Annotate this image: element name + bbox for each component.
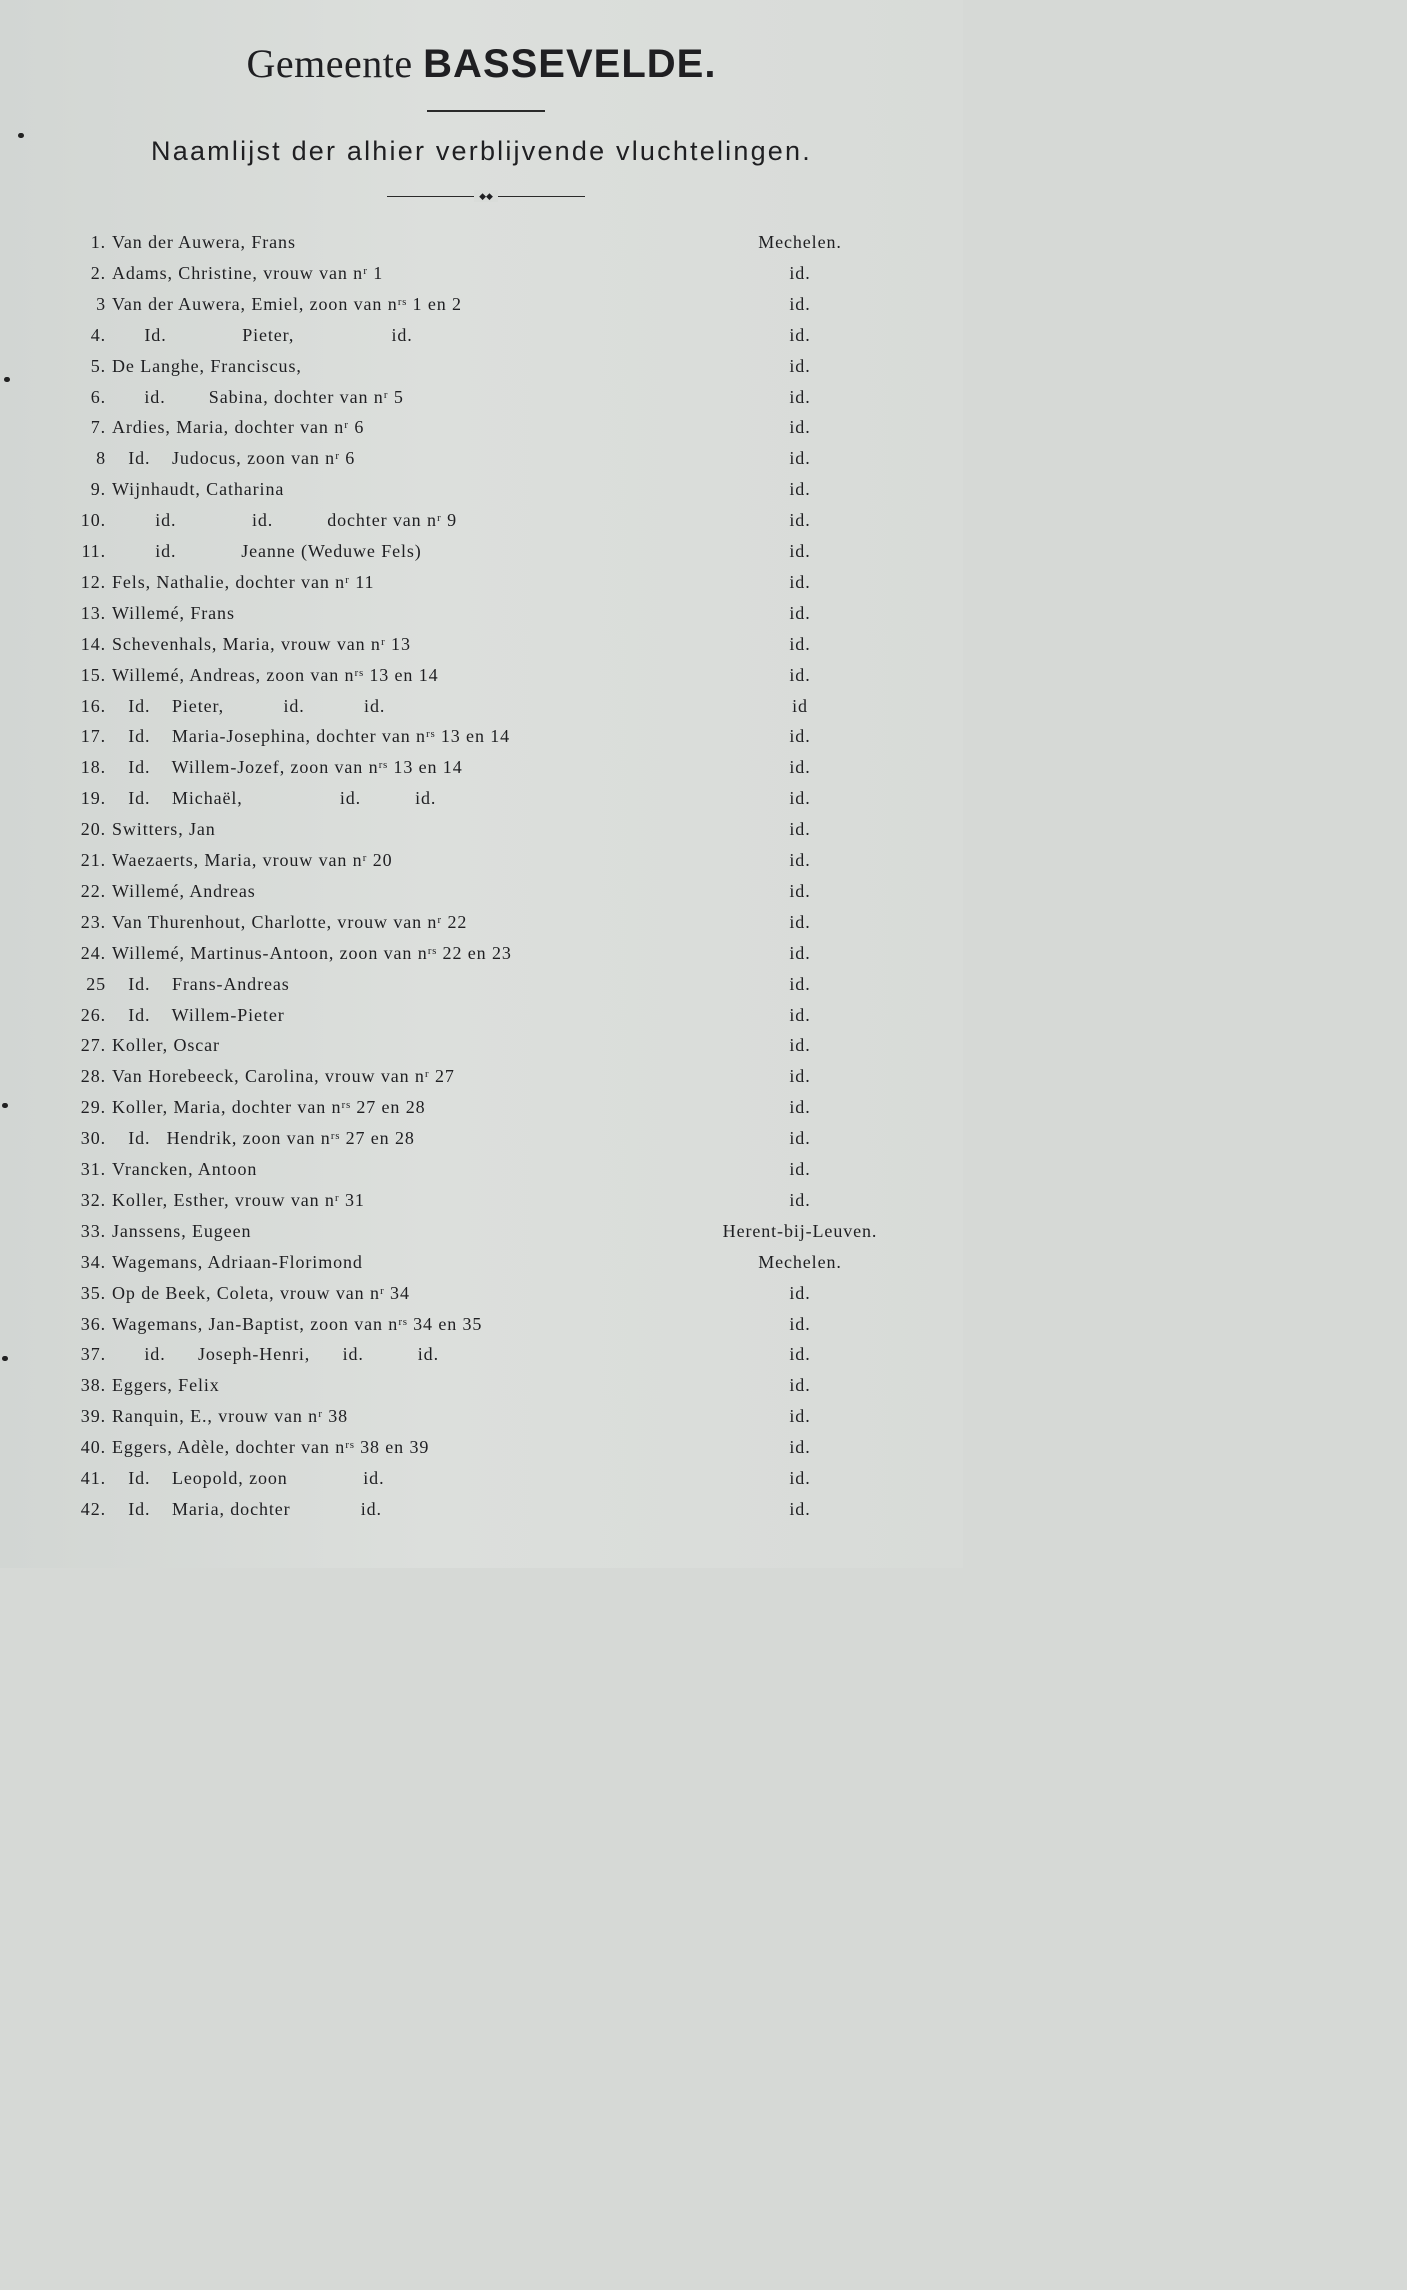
- entry-number: 4.: [90, 324, 106, 345]
- list-item: [0, 1499, 963, 1525]
- entry-number: 36.: [80, 1313, 106, 1334]
- entry-number: 34.: [80, 1251, 106, 1272]
- entry-place: id.: [789, 726, 811, 747]
- list-item: [0, 1159, 963, 1185]
- entry-place: id.: [789, 293, 811, 314]
- list-item: [0, 1375, 963, 1401]
- entry-place: id.: [789, 1344, 811, 1365]
- entry-place: id.: [789, 386, 811, 407]
- list-item: [0, 1066, 963, 1092]
- entry-place: id.: [789, 1437, 811, 1458]
- list-item: [0, 1283, 963, 1309]
- entry-number: 7.: [90, 417, 106, 438]
- entry-place: id.: [789, 942, 811, 963]
- entry-number: 2.: [90, 262, 106, 283]
- entry-number: 19.: [80, 788, 106, 809]
- entry-number: 14.: [80, 633, 106, 654]
- entry-name: Id. Willem-Jozef, zoon van nʳˢ 13 en 14: [112, 757, 463, 778]
- entry-name: Wagemans, Adriaan-Florimond: [112, 1251, 363, 1272]
- entry-number: 3: [96, 293, 106, 314]
- list-item: [0, 757, 963, 783]
- entry-number: 26.: [80, 1004, 106, 1025]
- entry-number: 10.: [80, 510, 106, 531]
- entry-number: 23.: [80, 911, 106, 932]
- entry-name: Schevenhals, Maria, vrouw van nʳ 13: [112, 633, 411, 654]
- entry-place: id.: [789, 602, 811, 623]
- entry-name: id. Joseph-Henri, id. id.: [112, 1344, 439, 1365]
- entry-name: Id. Frans-Andreas: [112, 973, 290, 994]
- entry-name: Id. Hendrik, zoon van nʳˢ 27 en 28: [112, 1128, 415, 1149]
- entry-name: Id. Judocus, zoon van nʳ 6: [112, 448, 356, 469]
- list-item: [0, 387, 963, 413]
- title-prefix: Gemeente: [246, 41, 413, 86]
- entry-place: id.: [789, 1282, 811, 1303]
- entry-number: 13.: [80, 602, 106, 623]
- entry-number: 21.: [80, 850, 106, 870]
- entry-number: 32.: [80, 1189, 106, 1210]
- entry-place: id.: [789, 417, 811, 438]
- entry-place: id.: [789, 262, 811, 283]
- entry-number: 1.: [90, 232, 106, 252]
- entry-name: Van Thurenhout, Charlotte, vrouw van nʳ 22: [112, 911, 468, 932]
- entry-number: 42.: [80, 1498, 106, 1519]
- entry-place: id.: [789, 1159, 811, 1179]
- entry-number: 31.: [80, 1159, 106, 1179]
- entry-number: 11.: [81, 541, 106, 561]
- list-item: [0, 696, 963, 722]
- list-item: [0, 232, 963, 258]
- entry-number: 27.: [80, 1035, 106, 1056]
- document-page: [0, 0, 963, 1568]
- entry-name: Koller, Esther, vrouw van nʳ 31: [112, 1189, 365, 1210]
- entry-name: Koller, Maria, dochter van nʳˢ 27 en 28: [112, 1097, 426, 1118]
- entry-number: 39.: [80, 1406, 106, 1427]
- entry-place: id.: [789, 1128, 811, 1149]
- page-title: [0, 40, 963, 87]
- entry-place: id.: [789, 1375, 811, 1396]
- list-item: [0, 1437, 963, 1463]
- entry-place: Mechelen.: [758, 232, 842, 252]
- entry-name: Eggers, Adèle, dochter van nʳˢ 38 en 39: [112, 1437, 430, 1458]
- list-item: [0, 417, 963, 443]
- entry-name: Wagemans, Jan-Baptist, zoon van nʳˢ 34 en 35: [112, 1313, 483, 1334]
- entry-place: id.: [789, 355, 811, 376]
- entry-place: id.: [789, 571, 811, 592]
- entry-place: id.: [789, 633, 811, 654]
- punch-dot: [18, 133, 24, 138]
- list-item: [0, 448, 963, 474]
- entry-number: 38.: [80, 1375, 106, 1396]
- entry-name: Willemé, Frans: [112, 602, 235, 623]
- entry-name: Id. Pieter, id. id.: [112, 695, 386, 716]
- entry-place: id.: [789, 1498, 811, 1519]
- entry-number: 28.: [80, 1066, 106, 1087]
- entry-number: 30.: [80, 1128, 106, 1149]
- entry-number: 15.: [80, 664, 106, 685]
- entry-place: Herent-bij-Leuven.: [722, 1220, 878, 1241]
- entry-place: id.: [789, 1189, 811, 1210]
- entry-number: 18.: [80, 757, 106, 778]
- entry-name: Switters, Jan: [112, 819, 216, 840]
- entry-name: Wijnhaudt, Catharina: [112, 479, 285, 500]
- entry-number: 24.: [80, 942, 106, 963]
- entry-number: 35.: [80, 1282, 106, 1303]
- entry-number: 29.: [80, 1097, 106, 1118]
- entry-place: id.: [789, 664, 811, 685]
- entry-name: Eggers, Felix: [112, 1375, 220, 1396]
- entry-place: id.: [789, 1035, 811, 1056]
- list-item: [0, 726, 963, 752]
- entry-name: Vrancken, Antoon: [112, 1159, 258, 1179]
- entry-name: Id. Willem-Pieter: [112, 1004, 285, 1025]
- entry-place: id.: [789, 1097, 811, 1118]
- list-item: [0, 510, 963, 536]
- entry-place: id.: [789, 788, 811, 809]
- entry-place: id: [792, 695, 808, 716]
- entry-name: Id. Maria, dochter id.: [112, 1498, 382, 1519]
- list-item: [0, 479, 963, 505]
- entry-name: id. id. dochter van nʳ 9: [112, 510, 457, 531]
- entry-place: id.: [789, 911, 811, 932]
- list-item: [0, 1314, 963, 1340]
- list-item: [0, 1344, 963, 1370]
- entry-name: Id. Pieter, id.: [112, 324, 413, 345]
- entry-place: id.: [789, 479, 811, 500]
- entry-number: 37.: [80, 1344, 106, 1365]
- entry-name: Ranquin, E., vrouw van nʳ 38: [112, 1406, 349, 1427]
- entry-place: id.: [789, 510, 811, 531]
- entry-place: id.: [789, 973, 811, 994]
- entry-place: id.: [789, 819, 811, 840]
- list-item: [0, 294, 963, 320]
- list-item: [0, 603, 963, 629]
- entry-name: Ardies, Maria, dochter van nʳ 6: [112, 417, 365, 438]
- list-item: [0, 1252, 963, 1278]
- list-item: [0, 1097, 963, 1123]
- entry-number: 40.: [80, 1437, 106, 1458]
- list-item: [0, 881, 963, 907]
- list-item: [0, 325, 963, 351]
- entry-place: id.: [789, 1004, 811, 1025]
- entry-number: 20.: [80, 819, 106, 840]
- list-item: [0, 634, 963, 660]
- entry-place: id.: [789, 880, 811, 901]
- entry-place: id.: [789, 850, 811, 870]
- entry-number: 5.: [90, 355, 106, 376]
- entry-name: id. Jeanne (Weduwe Fels): [112, 541, 422, 561]
- entry-place: id.: [789, 1066, 811, 1087]
- list-item: [0, 1128, 963, 1154]
- entry-place: id.: [789, 1406, 811, 1427]
- entry-name: Van der Auwera, Emiel, zoon van nʳˢ 1 en 2: [112, 293, 462, 314]
- list-item: [0, 1468, 963, 1494]
- entry-name: Adams, Christine, vrouw van nʳ 1: [112, 262, 384, 283]
- entry-name: Willemé, Martinus-Antoon, zoon van nʳˢ 22 en 23: [112, 942, 512, 963]
- entry-place: id.: [789, 1313, 811, 1334]
- list-item: [0, 356, 963, 382]
- entry-name: Koller, Oscar: [112, 1035, 220, 1056]
- entry-number: 33.: [80, 1220, 106, 1241]
- entry-number: 16.: [80, 695, 106, 716]
- entry-name: Id. Maria-Josephina, dochter van nʳˢ 13 en 14: [112, 726, 511, 747]
- entry-number: 17.: [80, 726, 106, 747]
- list-item: [0, 541, 963, 567]
- title-municipality: BASSEVELDE.: [423, 42, 717, 86]
- entry-place: id.: [789, 541, 811, 561]
- entry-number: 6.: [90, 386, 106, 407]
- entry-name: Op de Beek, Coleta, vrouw van nʳ 34: [112, 1282, 410, 1303]
- list-item: [0, 974, 963, 1000]
- list-item: [0, 788, 963, 814]
- entry-name: id. Sabina, dochter van nʳ 5: [112, 386, 404, 407]
- entry-number: 12.: [80, 571, 106, 592]
- entry-place: id.: [789, 757, 811, 778]
- entry-place: id.: [789, 324, 811, 345]
- entry-name: Van Horebeeck, Carolina, vrouw van nʳ 27: [112, 1066, 455, 1087]
- entry-number: 25: [86, 973, 106, 994]
- list-item: [0, 1221, 963, 1247]
- list-item: [0, 572, 963, 598]
- list-item: [0, 1406, 963, 1432]
- entry-place: id.: [789, 1468, 811, 1488]
- list-item: [0, 819, 963, 845]
- list-item: [0, 1005, 963, 1031]
- entry-number: 41.: [80, 1468, 106, 1488]
- entry-name: Van der Auwera, Frans: [112, 232, 296, 252]
- entry-name: Id. Michaël, id. id.: [112, 788, 437, 809]
- list-item: [0, 665, 963, 691]
- title-rule: [427, 110, 545, 112]
- list-item: [0, 943, 963, 969]
- entry-name: Waezaerts, Maria, vrouw van nʳ 20: [112, 850, 393, 870]
- page-subtitle: Naamlijst der alhier verblijvende vluchtelingen.: [151, 136, 812, 166]
- list-item: [0, 1035, 963, 1061]
- list-item: [0, 263, 963, 289]
- entry-name: Fels, Nathalie, dochter van nʳ 11: [112, 571, 375, 592]
- list-item: [0, 912, 963, 938]
- entry-place: id.: [789, 448, 811, 469]
- list-item: [0, 1190, 963, 1216]
- entry-name: Willemé, Andreas, zoon van nʳˢ 13 en 14: [112, 664, 439, 685]
- entry-number: 9.: [90, 479, 106, 500]
- entry-number: 22.: [80, 880, 106, 901]
- entry-name: Id. Leopold, zoon id.: [112, 1468, 385, 1488]
- entry-name: De Langhe, Franciscus,: [112, 355, 302, 376]
- entry-place: Mechelen.: [758, 1251, 842, 1272]
- entry-name: Willemé, Andreas: [112, 880, 256, 901]
- ornament-icon: ◆◆: [474, 190, 498, 202]
- entry-name: Janssens, Eugeen: [112, 1220, 252, 1241]
- entry-number: 8: [96, 448, 106, 469]
- list-item: [0, 850, 963, 876]
